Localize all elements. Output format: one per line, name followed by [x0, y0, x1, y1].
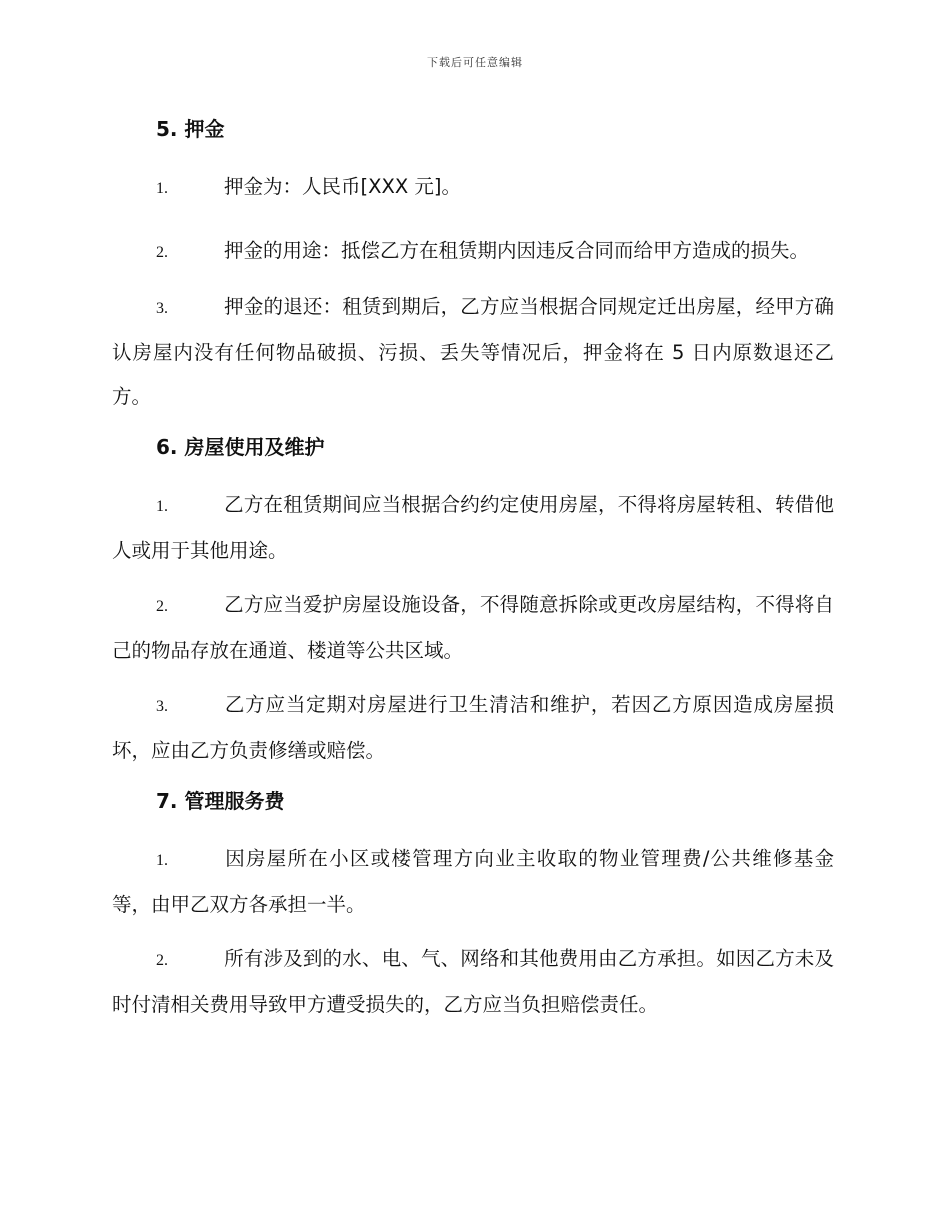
clause	[112, 583, 834, 673]
clause-number: 3.	[156, 300, 168, 317]
section-title-deposit: 5. 押金	[156, 117, 225, 141]
clause-number: 2.	[156, 598, 168, 615]
clause-text: 押金为：人民币[XXX 元]。	[224, 175, 461, 198]
page-header-note: 下载后可任意编辑	[427, 56, 523, 69]
clause	[112, 683, 834, 773]
clause	[112, 937, 834, 1027]
clause-number: 3.	[156, 698, 168, 715]
clause	[112, 837, 834, 927]
clause-number: 1.	[156, 180, 168, 197]
clause-text: 乙方在租赁期间应当根据合约约定使用房屋，不得将房屋转租、转借他人或用于其他用途。	[112, 493, 834, 562]
clause	[112, 483, 834, 573]
document-body	[112, 111, 834, 1037]
clause-number: 1.	[156, 498, 168, 515]
clause-number: 2.	[156, 244, 168, 261]
clause	[112, 229, 834, 275]
clause-text: 押金的用途：抵偿乙方在租赁期内因违反合同而给甲方造成的损失。	[224, 239, 810, 262]
section-title-management-fee: 7. 管理服务费	[156, 789, 285, 813]
clause-text: 押金的退还：租赁到期后，乙方应当根据合同规定迁出房屋，经甲方确认房屋内没有任何物品破损、污损、丢失等情况后，押金将在 5 日内原数退还乙方。	[112, 295, 834, 408]
clause-text: 乙方应当定期对房屋进行卫生清洁和维护，若因乙方原因造成房屋损坏，应由乙方负责修缮或赔偿。	[112, 693, 834, 762]
clause-text: 乙方应当爱护房屋设施设备，不得随意拆除或更改房屋结构，不得将自己的物品存放在通道、楼道等公共区域。	[112, 593, 834, 662]
clause-number: 1.	[156, 852, 168, 869]
clause-text: 因房屋所在小区或楼管理方向业主收取的物业管理费/公共维修基金等，由甲乙双方各承担一半。	[112, 847, 834, 916]
clause-number: 2.	[156, 952, 168, 969]
clause-text: 所有涉及到的水、电、气、网络和其他费用由乙方承担。如因乙方未及时付清相关费用导致甲方遭受损失的，乙方应当负担赔偿责任。	[112, 947, 834, 1016]
clause	[112, 165, 834, 211]
clause	[112, 285, 834, 419]
section-title-use-maintenance: 6. 房屋使用及维护	[156, 435, 325, 459]
